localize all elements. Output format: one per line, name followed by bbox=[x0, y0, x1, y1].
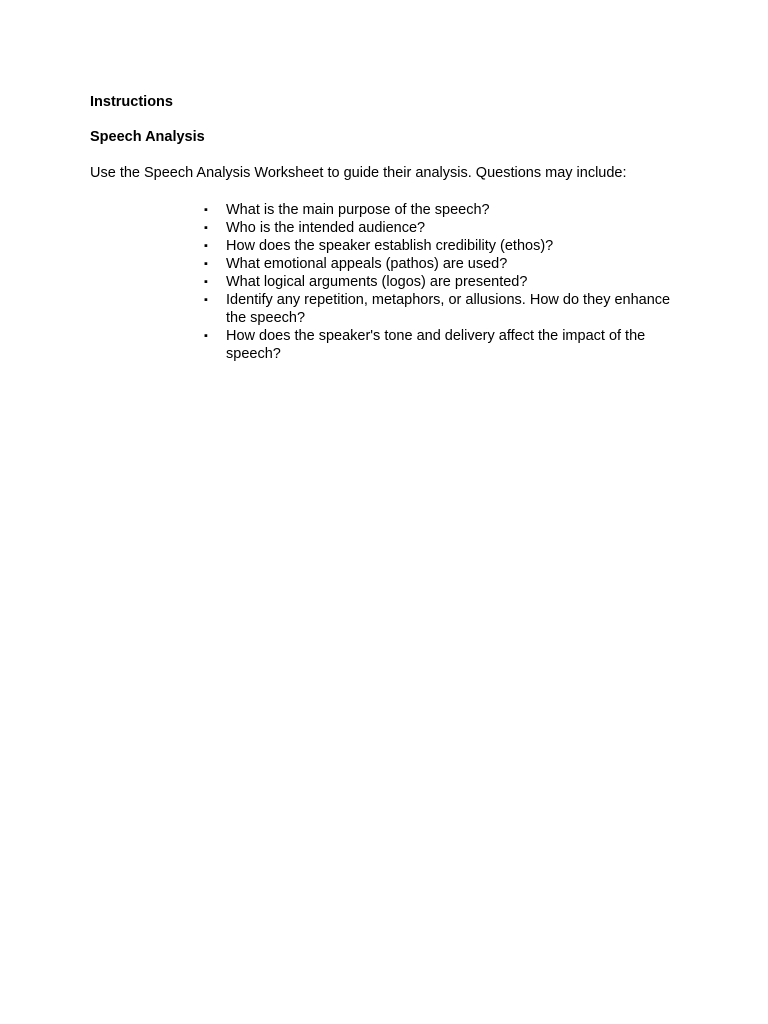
bullet-icon: ▪ bbox=[204, 222, 208, 234]
bullet-icon: ▪ bbox=[204, 258, 208, 270]
bullet-icon: ▪ bbox=[204, 294, 208, 306]
list-item bbox=[204, 327, 676, 363]
list-item bbox=[204, 273, 676, 291]
list-item bbox=[204, 255, 676, 273]
list-item bbox=[204, 219, 676, 237]
bullet-icon: ▪ bbox=[204, 330, 208, 342]
bullet-icon: ▪ bbox=[204, 276, 208, 288]
speech-analysis-heading: Speech Analysis bbox=[90, 129, 205, 145]
question-text: How does the speaker establish credibility (ethos)? bbox=[226, 238, 554, 254]
list-item bbox=[204, 201, 676, 219]
question-text: Identify any repetition, metaphors, or allusions. How do they enhance the speech? bbox=[226, 292, 671, 326]
question-text: What logical arguments (logos) are presented? bbox=[226, 274, 528, 290]
question-text: What is the main purpose of the speech? bbox=[226, 202, 490, 218]
question-list bbox=[204, 201, 676, 363]
question-text: Who is the intended audience? bbox=[226, 220, 426, 236]
list-item bbox=[204, 237, 676, 255]
bullet-icon: ▪ bbox=[204, 240, 208, 252]
question-text: What emotional appeals (pathos) are used? bbox=[226, 256, 508, 272]
question-text: How does the speaker's tone and delivery affect the impact of the speech? bbox=[226, 328, 646, 362]
instructions-heading: Instructions bbox=[90, 94, 173, 110]
bullet-icon: ▪ bbox=[204, 204, 208, 216]
list-item bbox=[204, 291, 676, 327]
intro-paragraph: Use the Speech Analysis Worksheet to guide their analysis. Questions may include: bbox=[90, 165, 627, 181]
